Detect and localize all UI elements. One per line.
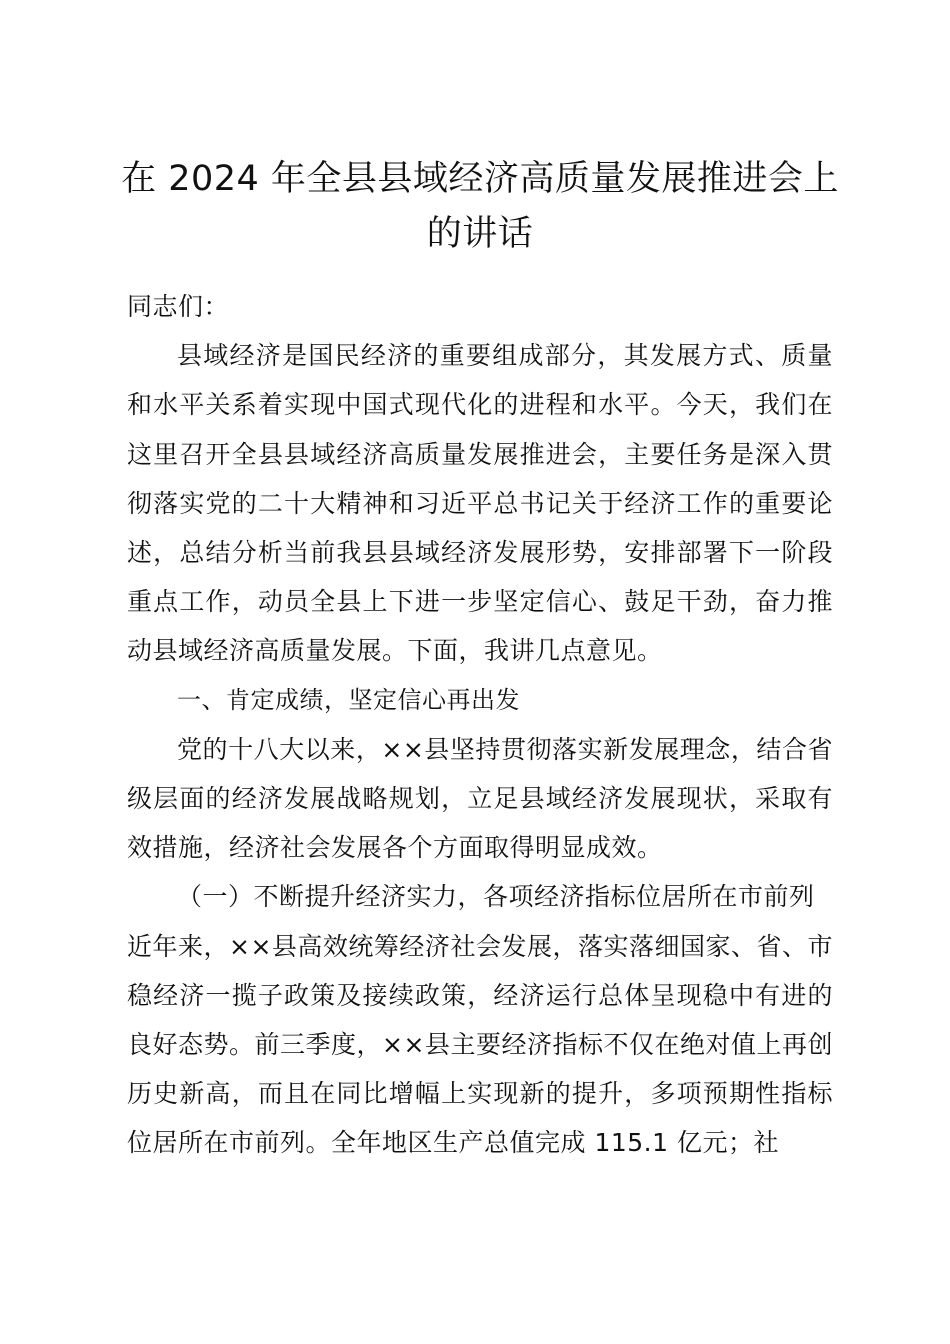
document-body	[127, 282, 833, 1168]
subsection-heading-1: （一）不断提升经济实力，各项经济指标位居所在市前列	[177, 882, 815, 912]
paragraph-subsection-1: 近年来，××县高效统筹经济社会发展，落实落细国家、省、市稳经济一揽子政策及接续政策，经济运行总体呈现稳中有进的良好态势。前三季度，××县主要经济指标不仅在绝对值上再创历史新高，而且在同比增幅上实现新的提升，多项预期性指标位居所在市前列。全年地区生产总值完成 115.1 亿元；社	[127, 931, 833, 1158]
paragraph-intro: 县域经济是国民经济的重要组成部分，其发展方式、质量和水平关系着实现中国式现代化的进程和水平。今天，我们在这里召开全县县域经济高质量发展推进会，主要任务是深入贯彻落实党的二十大精神和习近平总书记关于经济工作的重要论述，总结分析当前我县县域经济发展形势，安排部署下一阶段重点工作，动员全县上下进一步坚定信心、鼓足干劲，奋力推动县域经济高质量发展。下面，我讲几点意见。	[127, 341, 833, 666]
section-heading-1: 一、肯定成绩，坚定信心再出发	[177, 685, 520, 714]
salutation: 同志们：	[127, 292, 230, 321]
paragraph-section-1: 党的十八大以来，××县坚持贯彻落实新发展理念，结合省级层面的经济发展战略规划，立足县域经济发展现状，采取有效措施，经济社会发展各个方面取得明显成效。	[127, 734, 833, 863]
document-title: 在 2024 年全县县域经济高质量发展推进会上的讲话	[121, 159, 839, 254]
